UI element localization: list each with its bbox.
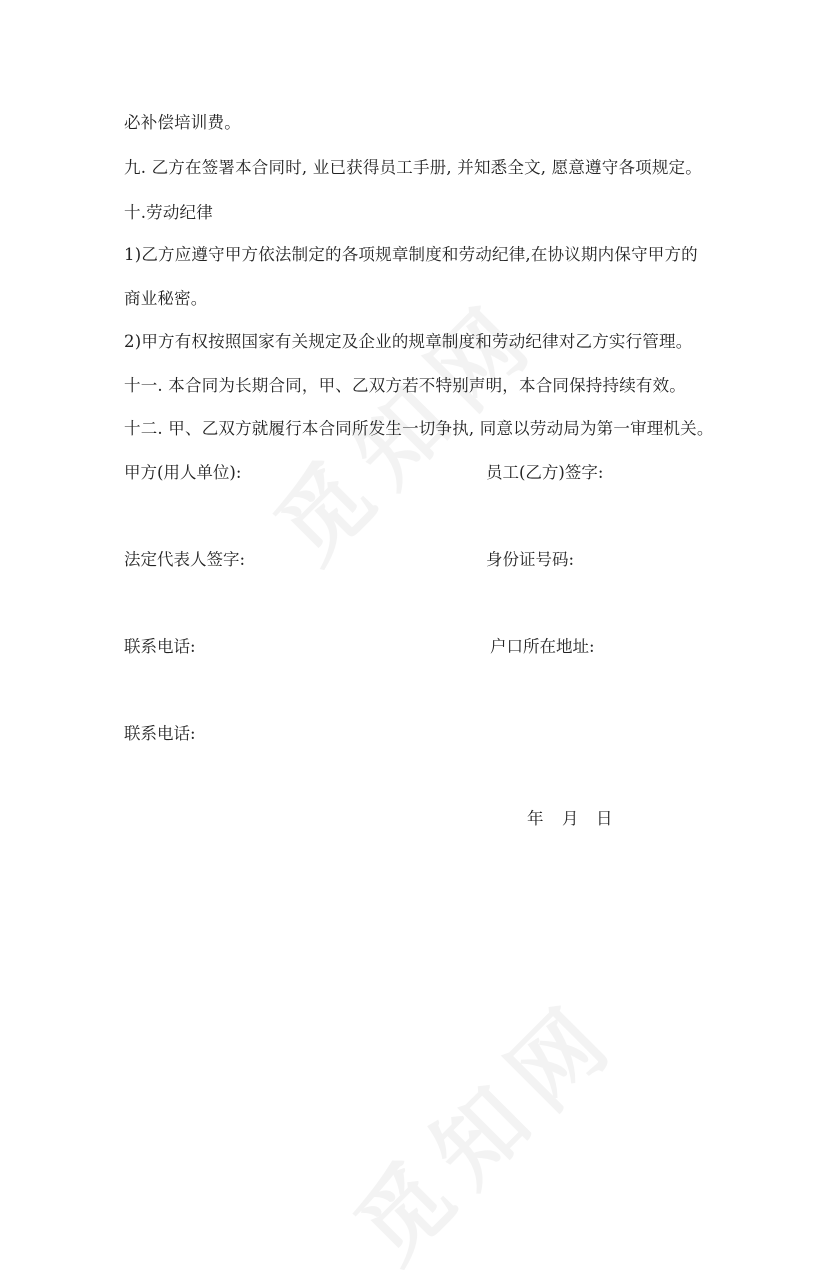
- paragraph-line: 必补偿培训费。: [124, 113, 241, 132]
- clause-12: 十二. 甲、乙双方就履行本合同所发生一切争执, 同意以劳动局为第一审理机关。: [124, 419, 714, 438]
- phone-label-a: 联系电话:: [124, 637, 196, 656]
- date-day: 日: [596, 809, 613, 828]
- phone-label-b: 联系电话:: [124, 724, 196, 743]
- clause-10-item-2: 2)甲方有权按照国家有关规定及企业的规章制度和劳动纪律对乙方实行管理。: [124, 332, 693, 351]
- party-a-label: 甲方(用人单位):: [124, 463, 242, 482]
- clause-10-heading: 十.劳动纪律: [124, 203, 213, 222]
- clause-9: 九. 乙方在签署本合同时, 业已获得员工手册, 并知悉全文, 愿意遵守各项规定。: [124, 158, 702, 177]
- clause-11: 十一. 本合同为长期合同，甲、乙双方若不特别声明，本合同保持持续有效。: [124, 376, 686, 395]
- date-month: 月: [562, 809, 579, 828]
- clause-10-item-1-cont: 商业秘密。: [124, 289, 208, 308]
- watermark-bottom: [321, 964, 642, 1285]
- residence-label: 户口所在地址:: [490, 637, 595, 656]
- date-year: 年: [527, 809, 544, 828]
- employee-signature-label: 员工(乙方)签字:: [486, 463, 604, 482]
- legal-rep-signature-label: 法定代表人签字:: [124, 550, 246, 569]
- clause-10-item-1: 1)乙方应遵守甲方依法制定的各项规章制度和劳动纪律,在协议期内保守甲方的: [124, 245, 698, 264]
- id-number-label: 身份证号码:: [486, 550, 575, 569]
